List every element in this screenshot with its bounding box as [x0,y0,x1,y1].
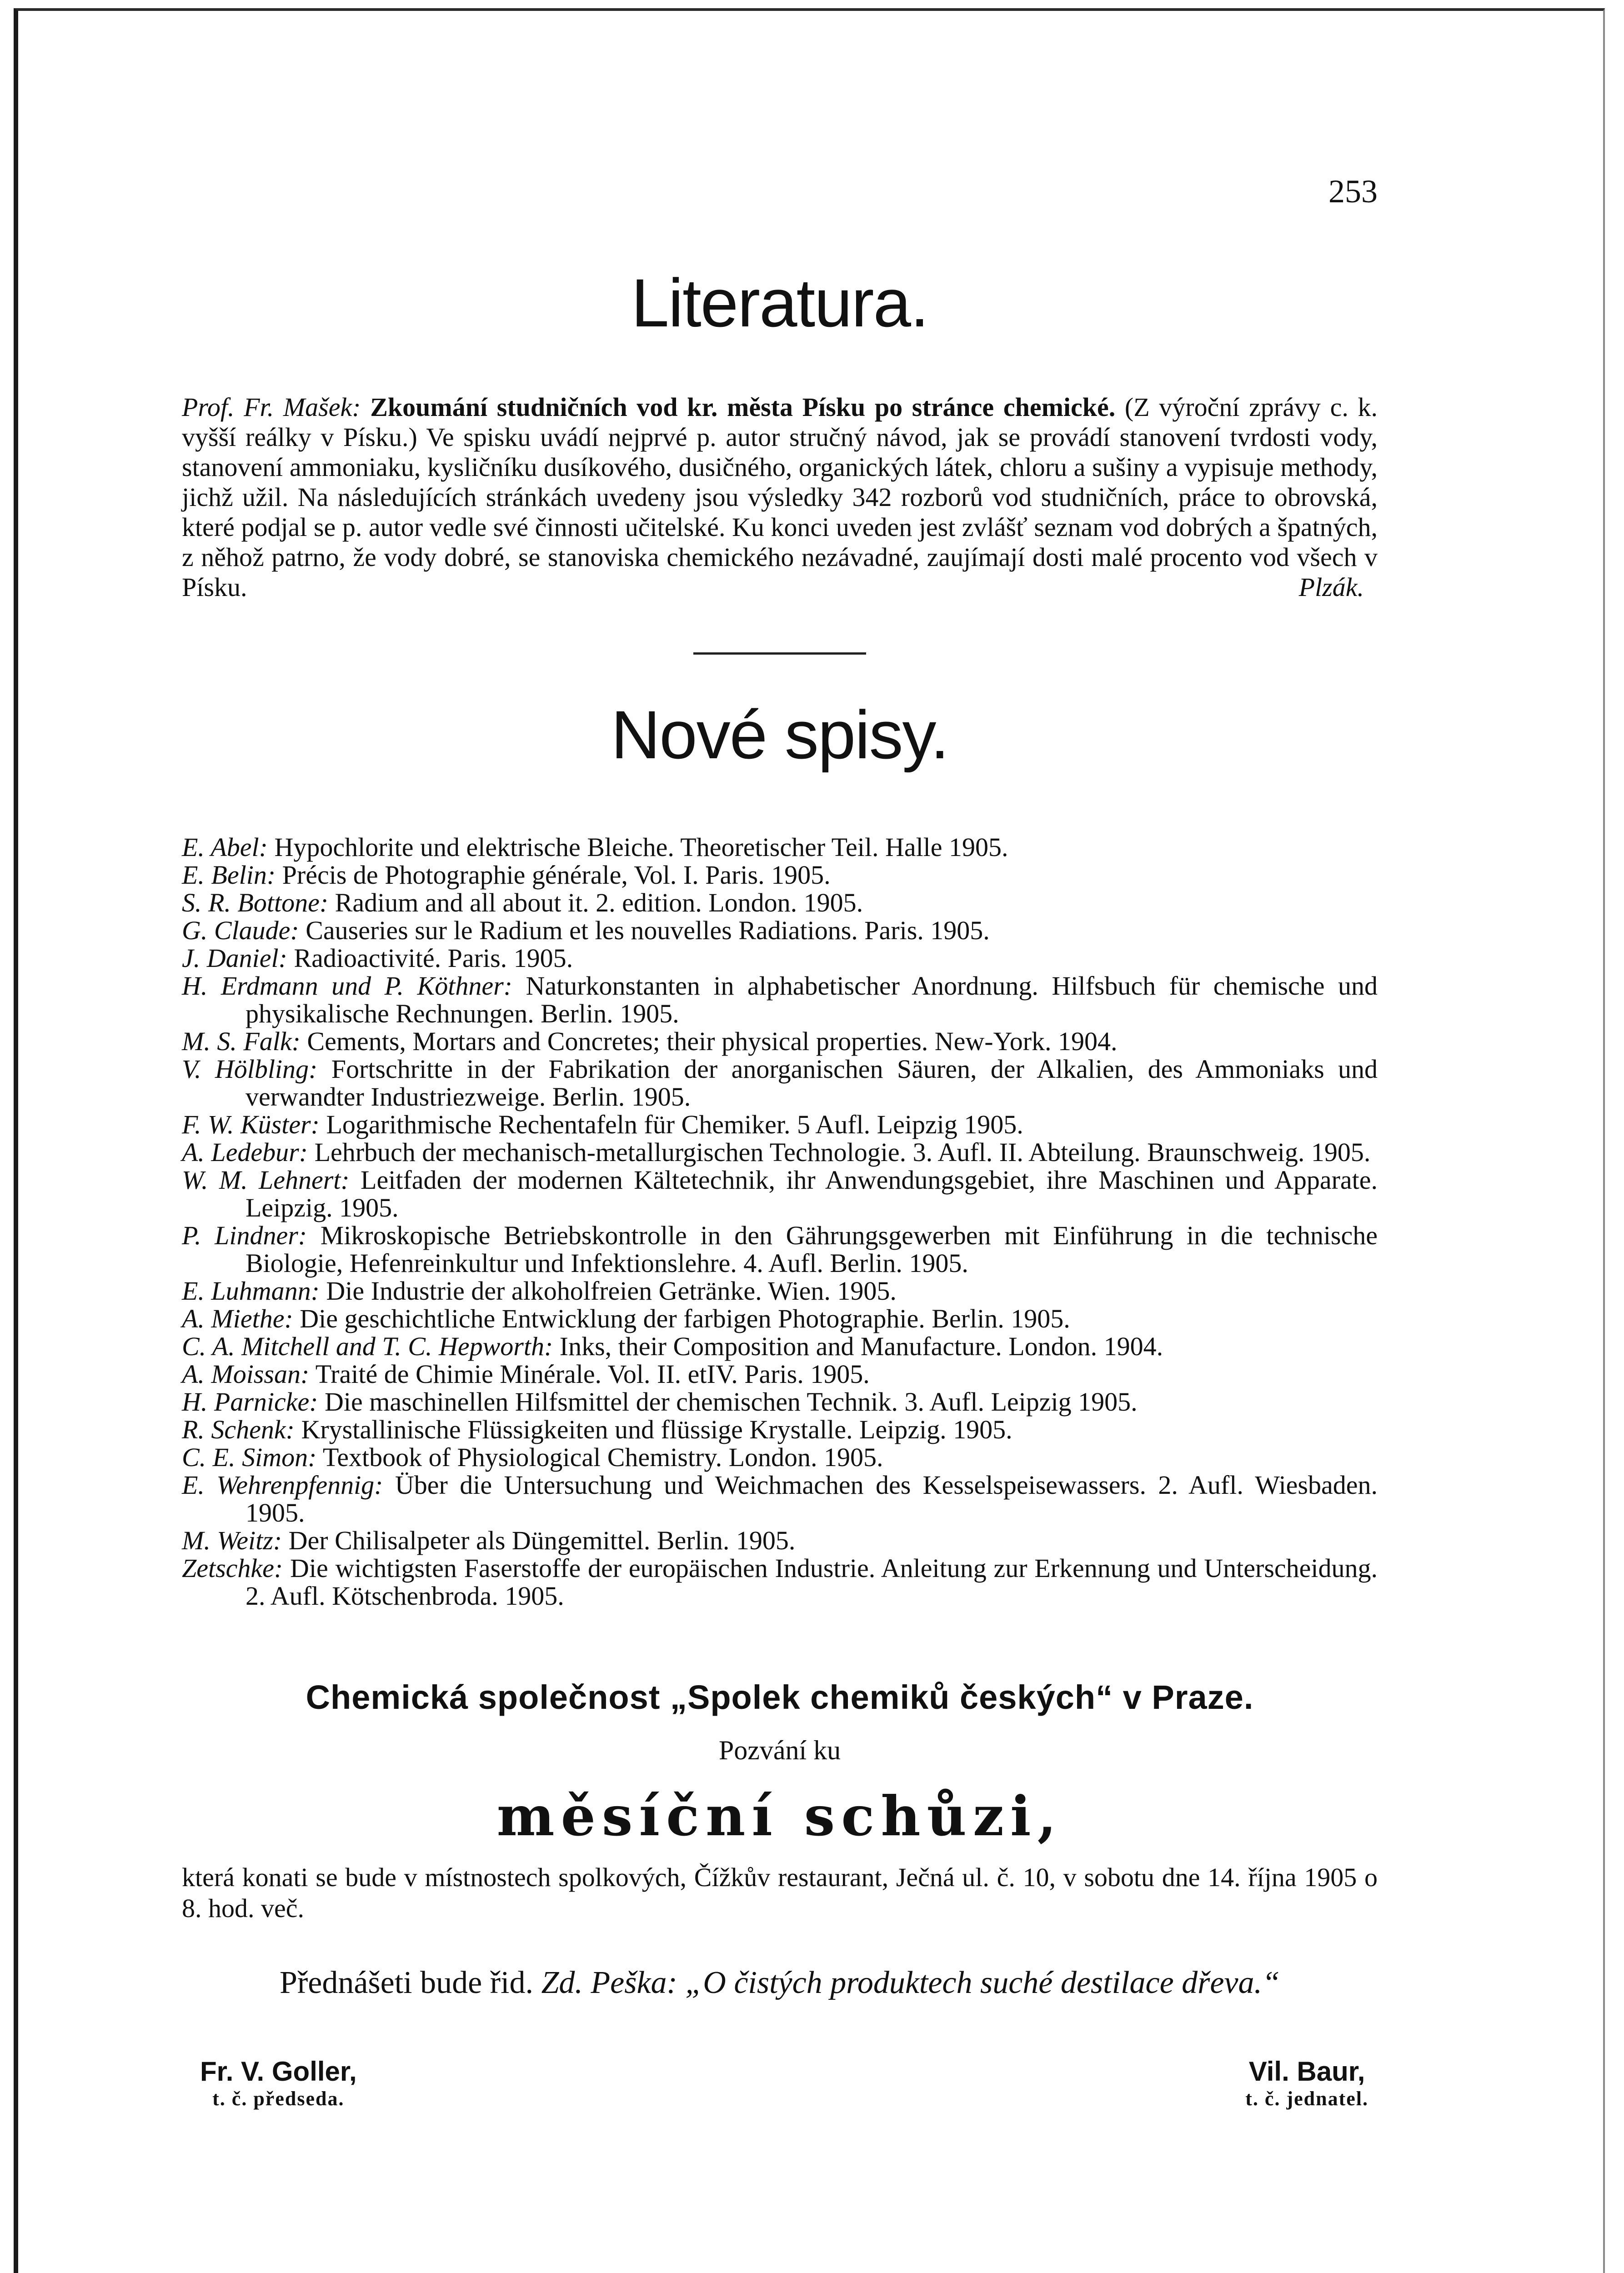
lecture-topic: „O čistých produktech suché destilace dřeva.“ [685,1965,1280,2000]
publication-entry [182,1138,1378,1166]
publication-title: Traité de Chimie Minérale. Vol. II. etIV. Paris. 1905. [315,1359,870,1389]
publication-author: H. Erdmann und P. Köthner: [182,971,512,1001]
publication-title: Radioactivité. Paris. 1905. [294,943,573,973]
meeting-info: která konati se bude v místnostech spolkových, Čížkův restaurant, Ječná ul. č. 10, v sobotu dne 14. října 1905 o 8. hod. več. [182,1862,1378,1923]
publication-author: S. R. Bottone: [182,888,329,917]
publication-author: E. Luhmann: [182,1276,320,1306]
publication-entry [182,833,1378,861]
publication-title: Über die Untersuchung und Weichmachen des Kesselspeisewassers. 2. Aufl. Wiesbaden. 1905. [246,1470,1378,1527]
publication-entry [182,889,1378,916]
lecture-announcement [182,1960,1378,2006]
signatory-role: t. č. jednatel. [1245,2088,1368,2110]
publication-author: A. Moissan: [182,1359,310,1389]
publication-author: W. M. Lehnert: [182,1165,350,1195]
publication-entry [182,1527,1378,1554]
publication-author: A. Miethe: [182,1304,293,1333]
new-publications-heading: Nové spisy. [611,696,949,773]
publication-author: E. Abel: [182,832,268,862]
publication-author: R. Schenk: [182,1415,295,1444]
publication-title: Der Chilisalpeter als Düngemittel. Berlin. 1905. [288,1526,796,1555]
section-divider [693,652,866,655]
publication-entry [182,944,1378,972]
signatures [182,2056,1378,2110]
publication-entry [182,1443,1378,1471]
publication-entry [182,1471,1378,1527]
publication-title: Die Industrie der alkoholfreien Getränke. Wien. 1905. [326,1276,897,1306]
publication-title: Die geschichtliche Entwicklung der farbigen Photographie. Berlin. 1905. [300,1304,1070,1333]
publication-author: Zetschke: [182,1553,283,1583]
publication-title: Fortschritte in der Fabrikation der anorganischen Säuren, der Alkalien, des Ammoniaks und verwandter Industriezweige. Berlin. 1905. [246,1054,1378,1111]
publication-author: A. Ledebur: [182,1137,308,1167]
publication-author: E. Belin: [182,860,276,890]
publication-title: Naturkonstanten in alphabetischer Anordnung. Hilfsbuch für chemische und physikalische Rechnungen. Berlin. 1905. [246,971,1378,1028]
publication-title: Mikroskopische Betriebskontrolle in den Gährungsgewerben mit Einführung in die technische Biologie, Hefenreinkultur und Infektionslehre. 4. Aufl. Berlin. 1905. [246,1221,1378,1278]
signatory-name: Fr. V. Goller, [200,2056,357,2087]
signatory-secretary [1245,2056,1368,2110]
publication-title: Cements, Mortars and Concretes; their physical properties. New-York. 1904. [307,1026,1118,1056]
publication-entry [182,1416,1378,1443]
publication-title: Précis de Photographie générale, Vol. I. Paris. 1905. [282,860,831,890]
publication-author: E. Wehrenpfennig: [182,1470,383,1500]
publication-author: G. Claude: [182,916,299,945]
publication-author: H. Parnicke: [182,1387,318,1417]
meeting-title: měsíční schůzi, [496,1784,1063,1848]
publication-author: F. W. Küster: [182,1110,320,1139]
page-content [182,173,1378,2110]
lecturer-name: Zd. Peška: [541,1965,677,2000]
publication-title: Textbook of Physiological Chemistry. London. 1905. [322,1442,883,1472]
publication-author: P. Lindner: [182,1221,307,1250]
publication-title: Die maschinellen Hilfsmittel der chemischen Technik. 3. Aufl. Leipzig 1905. [325,1387,1138,1417]
publication-title: Radium and all about it. 2. edition. London. 1905. [335,888,863,917]
review-body: (Z výroční zprávy c. k. vyšší reálky v Písku.) Ve spisku uvádí nejprvé p. autor stručný návod, jak se provádí stanovení tvrdosti vody, stanovení ammoniaku, kysličníku dusíkového, dusičného, organických látek, chloru a sušiny a vypisuje methody, jichž užil. Na následujících stránkách uvedeny jsou výsledky 342 rozborů vod studničních, práce to obrovská, které podjal se p. autor vedle své činnosti učitelské. Ku konci uveden jest zvlášť seznam vod dobrých a špatných, z něhož patrno, že vody dobré, se stanoviska chemického nezávadné, zaujímají dosti malé procento vod všech v Písku. [182,392,1378,602]
invitation-label: Pozvání ku [718,1735,841,1765]
publication-author: C. A. Mitchell and T. C. Hepworth: [182,1332,553,1361]
publication-title: Logarithmische Rechentafeln für Chemiker. 5 Aufl. Leipzig 1905. [326,1110,1023,1139]
publication-list [182,833,1378,1610]
literature-heading: Literatura. [631,265,928,341]
publication-entry [182,1305,1378,1332]
signatory-role: t. č. předseda. [212,2088,345,2110]
lecture-prefix: Přednášeti bude řid. [280,1965,533,2000]
publication-title: Leitfaden der modernen Kältetechnik, ihr Anwendungsgebiet, ihre Maschinen und Apparate. Leipzig. 1905. [246,1165,1378,1222]
publication-entry [182,861,1378,889]
publication-entry [182,1277,1378,1305]
signatory-chairman [200,2056,357,2110]
publication-entry [182,916,1378,944]
signatory-name: Vil. Baur, [1248,2056,1365,2087]
publication-title: Krystallinische Flüssigkeiten und flüssige Krystalle. Leipzig. 1905. [301,1415,1012,1444]
publication-entry [182,1388,1378,1416]
publication-author: M. S. Falk: [182,1026,301,1056]
publication-author: M. Weitz: [182,1526,282,1555]
publication-entry [182,1055,1378,1111]
publication-author: C. E. Simon: [182,1442,317,1472]
publication-title: Die wichtigsten Faserstoffe der europäischen Industrie. Anleitung zur Erkennung und Unterscheidung. 2. Aufl. Kötschenbroda. 1905. [246,1553,1378,1611]
publication-author: V. Hölbling: [182,1054,318,1084]
literature-review [182,392,1378,602]
publication-entry [182,972,1378,1027]
publication-entry [182,1027,1378,1055]
publication-title: Inks, their Composition and Manufacture. London. 1904. [559,1332,1163,1361]
publication-entry [182,1360,1378,1388]
review-title: Zkoumání studničních vod kr. města Písku po stránce chemické. [370,392,1116,422]
page-number: 253 [1328,173,1378,210]
society-name: Chemická společnost „Spolek chemiků českých“ v Praze. [306,1678,1254,1716]
publication-entry [182,1222,1378,1277]
publication-entry [182,1332,1378,1360]
publication-entry [182,1554,1378,1610]
publication-title: Hypochlorite und elektrische Bleiche. Theoretischer Teil. Halle 1905. [274,832,1008,862]
review-author: Prof. Fr. Mašek: [182,392,361,422]
publication-author: J. Daniel: [182,943,287,973]
publication-title: Causeries sur le Radium et les nouvelles Radiations. Paris. 1905. [306,916,990,945]
publication-entry [182,1166,1378,1222]
publication-entry [182,1111,1378,1138]
publication-title: Lehrbuch der mechanisch-metallurgischen Technologie. 3. Aufl. II. Abteilung. Braunschweig. 1905. [314,1137,1371,1167]
review-signature: Plzák. [1298,572,1364,602]
